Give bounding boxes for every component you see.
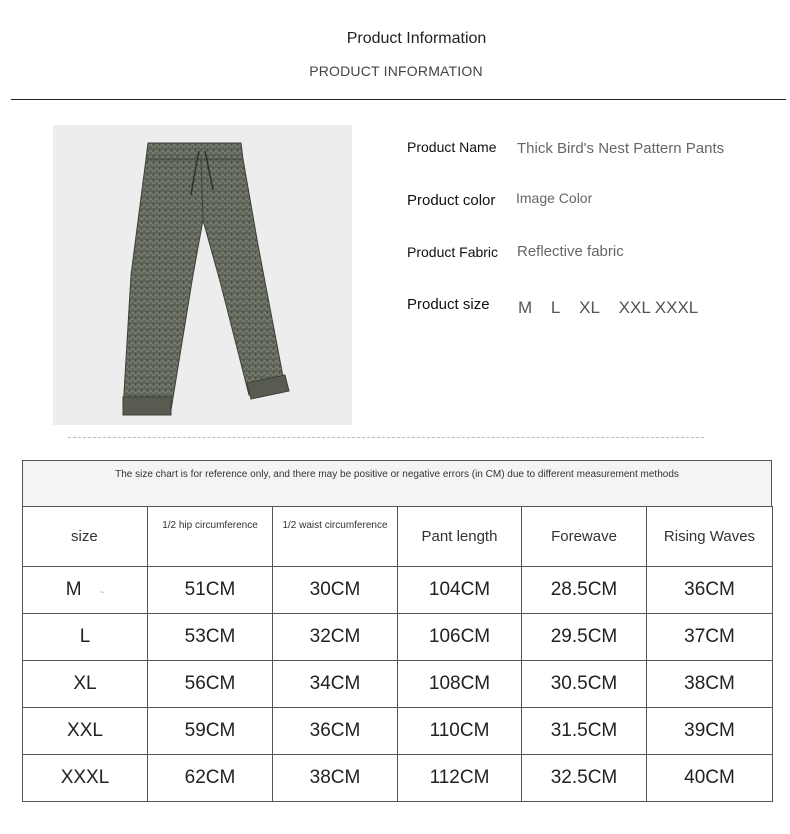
size-cell: L xyxy=(23,614,148,661)
product-color-value: Image Color xyxy=(516,190,593,206)
header-cell: 1/2 hip circumference xyxy=(148,507,273,567)
table-cell: 59CM xyxy=(148,708,273,755)
table-row xyxy=(23,755,773,802)
table-cell: 108CM xyxy=(398,661,522,708)
header-cell: 1/2 waist circumference xyxy=(273,507,398,567)
table-cell: 29.5CM xyxy=(522,614,647,661)
table-row xyxy=(23,614,773,661)
table-cell: 104CM xyxy=(398,567,522,614)
header-cell: size xyxy=(23,507,148,567)
header-cell: Pant length xyxy=(398,507,522,567)
product-fabric-label: Product Fabric xyxy=(407,244,499,260)
size-option: XXXL xyxy=(654,298,699,317)
table-cell: 36CM xyxy=(273,708,398,755)
table-row xyxy=(23,661,773,708)
table-cell: 56CM xyxy=(148,661,273,708)
stray-mark: ~ xyxy=(99,588,105,597)
size-cell: M ~ xyxy=(23,567,148,614)
size-chart xyxy=(22,460,772,802)
product-fabric-value: Reflective fabric xyxy=(517,243,624,260)
table-cell: 36CM xyxy=(647,567,773,614)
table-cell: 110CM xyxy=(398,708,522,755)
table-cell: 39CM xyxy=(647,708,773,755)
table-cell: 38CM xyxy=(647,661,773,708)
table-cell: 112CM xyxy=(398,755,522,802)
header-cell: Rising Waves xyxy=(647,507,773,567)
size-cell: XXL xyxy=(23,708,148,755)
product-name-label: Product Name xyxy=(407,139,497,155)
table-cell: 106CM xyxy=(398,614,522,661)
page-subtitle: PRODUCT INFORMATION xyxy=(309,63,483,79)
table-cell: 53CM xyxy=(148,614,273,661)
divider xyxy=(11,99,786,100)
product-color-label: Product color xyxy=(407,192,496,209)
size-table xyxy=(22,506,773,802)
product-image xyxy=(53,125,352,425)
product-name-value: Thick Bird's Nest Pattern Pants xyxy=(517,140,725,157)
size-option: XXL xyxy=(618,298,651,317)
table-cell: 31.5CM xyxy=(522,708,647,755)
table-cell: 30.5CM xyxy=(522,661,647,708)
table-row xyxy=(23,567,773,614)
table-cell: 40CM xyxy=(647,755,773,802)
table-cell: 37CM xyxy=(647,614,773,661)
size-chart-notice: The size chart is for reference only, and there may be positive or negative errors (in CM) due to different measurement methods xyxy=(22,460,772,506)
product-size-label: Product size xyxy=(407,296,490,313)
product-size-list xyxy=(518,298,712,318)
table-cell: 32.5CM xyxy=(522,755,647,802)
header-cell: Forewave xyxy=(522,507,647,567)
table-cell: 38CM xyxy=(273,755,398,802)
table-cell: 32CM xyxy=(273,614,398,661)
size-cell: XXXL xyxy=(23,755,148,802)
size-cell: XL xyxy=(23,661,148,708)
size-option: M xyxy=(518,298,533,317)
size-option: L xyxy=(550,298,561,317)
page-title: Product Information xyxy=(346,30,487,47)
table-cell: 62CM xyxy=(148,755,273,802)
size-option: XL xyxy=(579,298,600,317)
table-cell: 51CM xyxy=(148,567,273,614)
table-cell: 30CM xyxy=(273,567,398,614)
table-row xyxy=(23,708,773,755)
table-cell: 34CM xyxy=(273,661,398,708)
dashed-divider xyxy=(68,437,704,438)
table-header-row xyxy=(23,507,773,567)
table-cell: 28.5CM xyxy=(522,567,647,614)
